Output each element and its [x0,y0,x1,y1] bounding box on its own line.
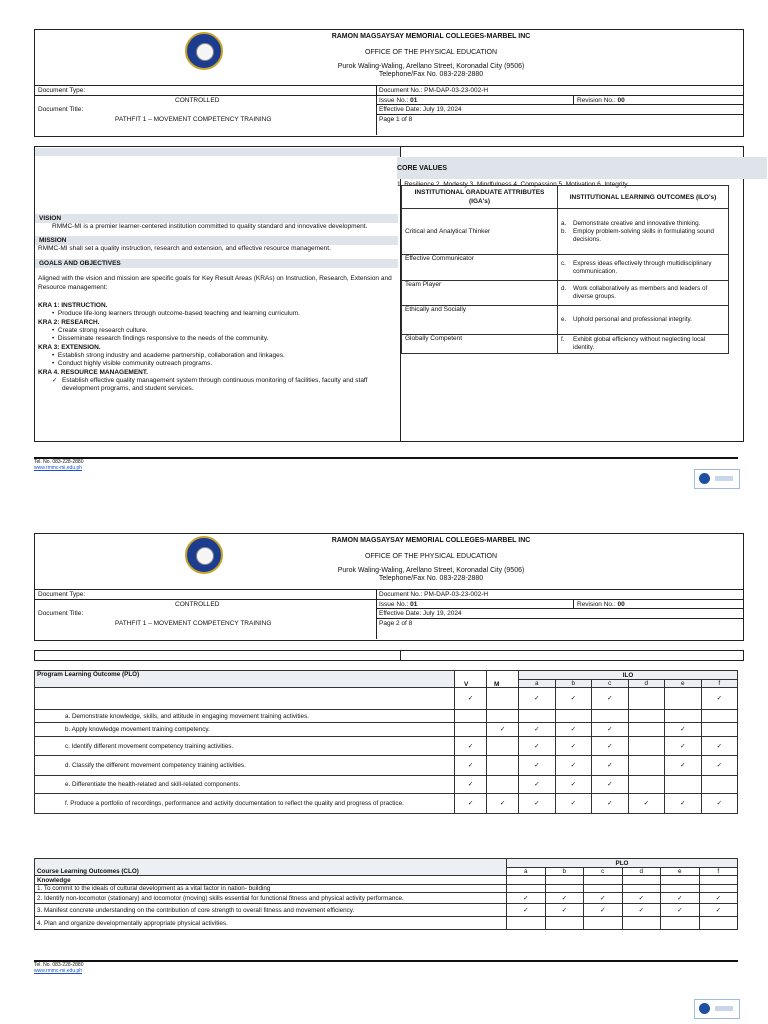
doc-type-label: Document Type: [38,87,86,94]
check-cell [519,776,556,794]
office-name: OFFICE OF THE PHYSICAL EDUCATION [364,49,498,56]
plo-row [35,756,738,776]
kra3-item-text: Establish strong industry and academe partnership, collaboration and linkages. [57,351,285,359]
check-icon: ✓ [534,742,540,750]
plo-text: a. Demonstrate knowledge, skills, and attitude in engaging movement training activities. [35,710,455,723]
check-icon: ✓ [607,726,613,733]
plo-text: d. Classify the different movement competency training activities. [35,756,455,776]
check-icon: ✓ [499,800,506,807]
check-cell [622,893,661,904]
col-m-label: M [494,681,500,688]
doc-number: Document No.: PM-DAP-03-23-002-H [379,591,489,598]
revision-value: 00 [617,601,625,608]
check-cell [628,794,665,814]
clo-table [34,858,738,930]
check-icon: ✓ [534,762,540,769]
ilo-title: ILO [519,671,738,680]
check-cell [665,756,702,776]
kra2-item-text: Disseminate research findings responsive to the needs of the community. [57,335,269,342]
check-icon: ✓ [677,906,683,914]
check-icon: ✓ [534,695,540,702]
plo-text: f. Produce a portfolio of recordings, performance and activity documentation to reflect the quality and progress of practice. [35,794,455,814]
check-cell [584,917,623,930]
iga-cell: Team Player [402,281,558,306]
clo-text: 4. Plan and organize developmentally appropriate physical activities. [35,917,507,930]
empty-header [455,671,487,688]
check-icon: ✓ [716,800,722,807]
ilo-col-f: f [701,680,738,688]
college-seal-icon [185,536,223,574]
check-cell [628,737,665,756]
check-cell [622,885,661,893]
check-cell [507,885,546,893]
doc-title-value: PATHFIT 1 – MOVEMENT COMPETENCY TRAINING [115,620,272,627]
kra4-item: ✓ Establish effective quality management system through continuous monitoring of facilities, faculty and staff development programs, and student services. [38,377,398,394]
check-cell [699,885,738,893]
check-cell [555,776,592,794]
core-values-text: 1. Resilience 2. Modesty 3. Mindfulness 4. Compassion 5. Motivation 6. Integrity [397,181,628,188]
check-icon: ✓ [716,742,722,750]
check-cell [455,688,487,710]
doc-title-value: PATHFIT 1 – MOVEMENT COMPETENCY TRAINING [115,116,272,123]
revision-value: 00 [617,97,625,104]
ilo-key: f. [561,336,565,343]
kra2-title: KRA 2: RESEARCH. [38,318,100,326]
check-cell [665,710,702,723]
check-cell [545,917,584,930]
check-cell [519,723,556,737]
ilo-cell [558,209,729,255]
check-cell [584,904,623,917]
ilo-col-b: b [555,680,592,688]
effective-date: Effective Date: July 19, 2024 [379,106,462,113]
mission-title: MISSION [35,236,398,245]
check-cell [622,904,661,917]
check-cell [455,737,487,756]
check-icon: ✓ [570,742,576,750]
check-icon: ✓ [467,762,474,769]
plo-row [35,737,738,756]
check-icon: ✓ [561,894,567,902]
check-icon: ✓ [600,894,606,902]
check-icon: ✓ [607,781,613,788]
clo-text: 2. Identify non-locomotor (stationary) and locomotor (moving) skills essential for functional fitness and physical activity performance. [35,893,507,904]
check-icon: ✓ [534,726,540,733]
check-cell [701,756,738,776]
check-cell [701,737,738,756]
check-icon: ✓ [467,742,474,750]
check-cell [628,776,665,794]
check-cell [507,893,546,904]
ilo-text: Express ideas effectively through multidisciplinary communication. [573,259,712,275]
iga-cell: Effective Communicator [402,255,558,281]
iga-row [402,255,729,281]
header-top [35,30,743,86]
doc-type-value: CONTROLLED [175,601,220,608]
clo-body [35,876,738,930]
check-cell [555,794,592,814]
check-cell [701,776,738,794]
check-cell [665,688,702,710]
institution-block [285,535,577,583]
check-cell [592,737,629,756]
check-icon: ✓ [716,762,722,769]
check-cell [699,917,738,930]
knowledge-label: Knowledge [35,876,507,885]
ilo-text: Uphold personal and professional integrity. [573,316,692,323]
check-cell [545,893,584,904]
check-cell [455,776,487,794]
iga-ilo-table [401,185,729,354]
check-icon: ✓ [638,894,644,902]
vision-text: RMMC-MI is a premier learner-centered institution committed to quality standard and innovative development. [52,223,368,230]
check-icon: ✓ [716,695,722,702]
check-cell [555,723,592,737]
check-icon: ✓ [570,781,576,788]
issue-no [379,96,417,105]
ilo-key: e. [561,316,567,323]
ilo-col-e: e [665,680,702,688]
kra1-title: KRA 1: INSTRUCTION. [38,302,108,309]
page-number: Page 1 of 8 [379,116,413,123]
check-icon: ✓ [677,894,683,902]
check-icon: ✓ [561,906,567,914]
doc-number: Document No.: PM-DAP-03-23-002-H [379,87,489,94]
page-number: Page 2 of 8 [379,620,413,627]
plo-text: c. Identify different movement competency training activities. [35,737,455,756]
check-cell [661,904,700,917]
page1-body [34,146,744,442]
check-icon: ✓ [523,906,529,914]
check-icon: ✓ [499,726,506,733]
check-cell [519,794,556,814]
check-icon: ✓ [600,906,606,914]
ilo-cell [558,255,729,281]
check-icon: ✓ [715,906,721,914]
check-cell [661,917,700,930]
check-icon: ✓ [534,781,540,788]
ilo-text: Employ problem-solving skills in formulating sound decisions. [573,227,715,243]
kra2-item: • Create strong research culture. [52,326,148,334]
revision-no [577,600,625,609]
check-icon: ✓ [467,695,474,702]
plo-row [35,776,738,794]
clo-row [35,904,738,917]
check-cell [545,885,584,893]
institution-name: RAMON MAGSAYSAY MEMORIAL COLLEGES-MARBEL INC [331,33,531,40]
check-cell [701,710,738,723]
doc-title-label: Document Title: [38,106,84,113]
plo-row [35,794,738,814]
plo-text: b. Apply knowledge movement training competency. [35,723,455,737]
iga-row [402,335,729,354]
check-cell [507,917,546,930]
plo-row [35,723,738,737]
page2-header [34,533,744,641]
check-icon: ✓ [638,906,644,914]
plo-col-e: e [661,868,700,876]
check-cell [699,904,738,917]
iga-cell: Critical and Analytical Thinker [402,209,558,255]
mission-text: RMMC-MI shall set a quality instruction, research and extension, and effective resource management. [38,244,331,252]
kra3-item: • Establish strong industry and academe partnership, collaboration and linkages. [52,351,285,359]
clo-title: Course Learning Outcomes (CLO) [35,859,507,876]
check-cell [455,794,487,814]
check-icon: ✓ [534,800,540,807]
check-cell [628,688,665,710]
revision-label: Revision No.: [577,97,616,104]
check-cell [584,893,623,904]
check-cell [545,904,584,917]
check-cell [628,756,665,776]
check-cell [507,904,546,917]
check-icon: ✓ [607,800,613,807]
check-cell [487,723,519,737]
plo-row [35,710,738,723]
check-cell [519,688,556,710]
check-icon: ✓ [523,894,529,902]
check-cell [701,794,738,814]
check-cell [487,794,519,814]
left-column [38,214,398,394]
check-cell [519,737,556,756]
check-cell [555,737,592,756]
plo-text [35,688,455,710]
issue-value: 01 [410,97,418,104]
check-cell [701,723,738,737]
certification-logo-icon [694,469,740,489]
core-values-band [397,157,767,179]
office-name: OFFICE OF THE PHYSICAL EDUCATION [364,553,498,560]
institution-block [285,31,577,79]
check-cell [592,756,629,776]
kra2-item-text: Create strong research culture. [57,326,148,334]
check-cell [519,756,556,776]
check-cell [487,737,519,756]
check-cell [555,688,592,710]
check-cell [665,723,702,737]
revision-label: Revision No.: [577,601,616,608]
check-cell [487,710,519,723]
kra3-item-text: Conduct highly visible community outreach programs. [57,360,213,367]
check-icon: ✓ [715,894,721,902]
ilo-key: d. [561,285,567,292]
check-icon: ✓ [467,781,474,788]
footer-rule [34,457,738,459]
ilo-col-c: c [592,680,629,688]
plo-col-f: f [699,868,738,876]
check-cell [584,885,623,893]
check-cell [455,756,487,776]
check-icon: ✓ [570,726,576,733]
kra4-item-text: Establish effective quality management system through continuous monitoring of facilities, faculty and staff development programs, and student services. [62,376,368,392]
check-cell [592,776,629,794]
check-icon: ✓ [680,742,686,750]
check-cell [665,776,702,794]
issue-no [379,600,417,609]
check-cell [628,710,665,723]
iga-row [402,306,729,335]
ilo-text: Work collaboratively as members and leaders of diverse groups. [573,285,708,300]
kra2-item: • Disseminate research findings responsive to the needs of the community. [52,335,269,342]
check-cell [701,688,738,710]
page1-header [34,29,744,137]
iga-row [402,209,729,255]
check-icon: ✓ [607,742,613,750]
check-icon: ✓ [680,762,686,769]
address: Purok Waling-Waling, Arellano Street, Koronadal City (9506) [337,63,525,70]
iga-ilo-header-row [402,186,729,209]
ilo-cell [558,281,729,306]
issue-value: 01 [410,601,418,608]
check-cell [455,710,487,723]
ilo-col-a: a [519,680,556,688]
check-cell [628,723,665,737]
check-cell [661,885,700,893]
vision-title: VISION [35,214,398,223]
ilo-key: c. [561,259,566,267]
check-cell [592,688,629,710]
check-icon: ✓ [680,726,686,733]
check-cell [487,776,519,794]
clo-row [35,917,738,930]
kra3-item: • Conduct highly visible community outreach programs. [52,360,213,367]
ilo-header: INSTITUTIONAL LEARNING OUTCOMES (ILO's) [558,186,729,209]
telephone: Telephone/Fax No. 083-228-2880 [378,575,484,582]
check-icon: ✓ [570,762,576,769]
clo-row [35,893,738,904]
clo-text: 1. To commit to the ideals of cultural development as a vital factor in nation- building [35,885,507,893]
check-cell [519,710,556,723]
footer-url-link[interactable]: www.rmmc-mi.edu.ph [34,465,83,471]
kra1-item-text: Produce life-long learners through outcome-based teaching and learning curriculum. [57,310,300,317]
page2-band [34,650,744,661]
issue-label: Issue No.: [379,97,409,104]
certification-logo-icon [694,999,740,1019]
doc-title-label: Document Title: [38,610,84,617]
check-cell [487,756,519,776]
kra4-title: KRA 4. RESOURCE MANAGEMENT. [38,368,148,376]
plo-col-d: d [622,868,661,876]
iga-header: INSTITUTIONAL GRADUATE ATTRIBUTES (IGA's) [402,186,558,209]
goals-text: Aligned with the vision and mission are specific goals for Key Result Areas (KRAs) on Instruction, Research, Extension and Resource management: [38,275,392,291]
plo-col-c: c [584,868,623,876]
footer-rule [34,960,738,962]
ilo-key: a. [561,219,567,227]
footer-url-link[interactable]: www.rmmc-mi.edu.ph [34,968,83,974]
check-cell [555,710,592,723]
issue-label: Issue No.: [379,601,409,608]
kra1-item: • Produce life-long learners through outcome-based teaching and learning curriculum. [52,310,300,317]
check-cell [665,737,702,756]
doc-type-label: Document Type: [38,591,86,598]
check-cell [699,893,738,904]
check-icon: ✓ [570,695,576,702]
empty-header [487,671,519,688]
ilo-key: b. [561,227,567,235]
check-cell [592,710,629,723]
header-top [35,534,743,590]
plo-text: e. Differentiate the health-related and skill-related components. [35,776,455,794]
check-icon: ✓ [680,800,686,807]
institution-name: RAMON MAGSAYSAY MEMORIAL COLLEGES-MARBEL INC [331,537,531,544]
ilo-col-d: d [628,680,665,688]
revision-no [577,96,625,105]
check-icon: ✓ [467,800,474,807]
check-icon: ✓ [607,762,613,769]
col-v-label: V [464,681,469,688]
check-cell [555,756,592,776]
ilo-cell [558,335,729,354]
plo-row [35,688,738,710]
plo-col-a: a [507,868,546,876]
goals-title: GOALS AND OBJECTIVES [35,259,398,268]
college-seal-icon [185,32,223,70]
check-icon: ✓ [570,800,576,807]
plo-label: PLO [507,859,738,868]
plo-body [35,688,738,814]
doc-type-value: CONTROLLED [175,97,220,104]
ilo-cell [558,306,729,335]
check-cell [661,893,700,904]
plo-title: Program Learning Outcome (PLO) [35,671,455,688]
plo-table [34,670,738,814]
check-cell [592,794,629,814]
iga-cell: Ethically and Socially [402,306,558,335]
check-icon: ✓ [643,800,649,807]
clo-text: 3. Manifest concrete understanding on the contribution of core strength to overall fitness and movement efficiency. [35,904,507,917]
check-cell [665,794,702,814]
iga-row [402,281,729,306]
plo-col-b: b [545,868,584,876]
check-cell [455,723,487,737]
check-cell [487,688,519,710]
check-icon: ✓ [607,695,613,702]
address: Purok Waling-Waling, Arellano Street, Koronadal City (9506) [337,567,525,574]
check-cell [622,917,661,930]
telephone: Telephone/Fax No. 083-228-2880 [378,71,484,78]
clo-row [35,885,738,893]
ilo-text: Exhibit global efficiency without neglecting local identity. [573,336,706,351]
check-cell [592,723,629,737]
iga-cell: Globally Competent [402,335,558,354]
kra3-title: KRA 3: EXTENSION. [38,343,101,351]
footer-tel: Tel. No. 083-228-2880 [34,459,84,465]
footer-tel: Tel. No. 083-228-2880 [34,962,84,968]
effective-date: Effective Date: July 19, 2024 [379,610,462,617]
ilo-text: Demonstrate creative and innovative thinking. [573,219,701,227]
core-values-title: CORE VALUES [397,165,448,172]
